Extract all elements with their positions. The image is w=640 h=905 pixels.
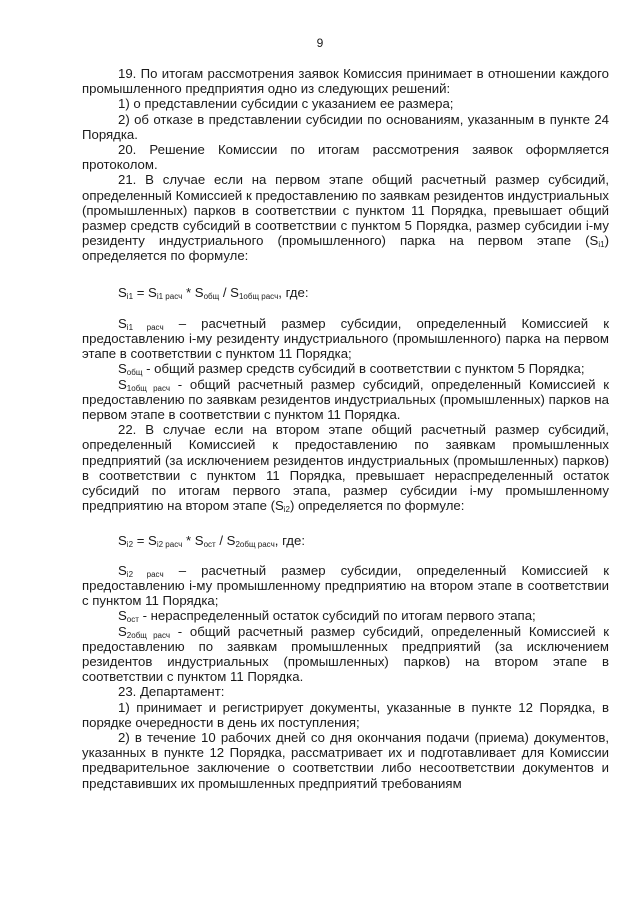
- definition-s2obsh-rasch: $S_{2общ расч}$ - общий расчетный размер субсидий, определенный Комиссией к предоставлению по заявкам промышленных предприятий (за исключением резидентов индустриальных (промышленных) парков) на втором этапе в соответствии с пунктом 11 Порядка.: [82, 623, 609, 685]
- paragraph-19: 19. По итогам рассмотрения заявок Комиссия принимает в отношении каждого промышленного предприятия одно из следующих решений:: [82, 66, 609, 97]
- paragraph-23: 23. Департамент:: [118, 684, 225, 700]
- formula-1: $S_{i1} = S_{i1 расч} * S_{общ} / S_{1общ расч}$, где:: [118, 284, 309, 301]
- paragraph-19-item-2: 2) об отказе в представлении субсидии по основаниям, указанным в пункте 24 Порядка.: [82, 111, 609, 142]
- page-number: 9: [316, 36, 324, 50]
- paragraph-22: 22. В случае если на втором этапе общий расчетный размер субсидий, определенный Комиссией к предоставлению по заявкам промышленных предприятий (за исключением резидентов индустриальных (промышленных) парков) в соответствии с пунктом 11 Порядка, превышает нераспределенный остаток субсидий по итогам первого этапа, размер субсидии i-му промышленному предприятию на втором этапе $(S_{i2})$ определяется по формуле:: [82, 422, 609, 515]
- definition-sobsh: $S_{общ}$ - общий размер средств субсидий в соответствии с пунктом 5 Порядка;: [118, 361, 585, 378]
- paragraph-19-item-1: 1) о представлении субсидии с указанием ее размера;: [118, 96, 454, 112]
- document-body: [82, 66, 609, 791]
- paragraph-21: 21. В случае если на первом этапе общий расчетный размер субсидий, определенный Комиссией к предоставлению по заявкам резидентов индустриальных (промышленных) парков в соответствии с пунктом 11 Порядка, превышает общий размер средств субсидий в соответствии с пунктом 5 Порядка, размер субсидии i-му резиденту индустриального (промышленного) парка на первом этапе $(S_{i1})$ определяется по формуле:: [82, 172, 609, 264]
- paragraph-23-item-2: 2) в течение 10 рабочих дней со дня окончания подачи (приема) документов, указанных в пункте 12 Порядка, рассматривает их и подготавливает для Комиссии предварительное заключение о соответствии либо несоответствии документов и представивших их промышленных предприятий требованиям: [82, 729, 609, 791]
- paragraph-23-item-1: 1) принимает и регистрирует документы, указанные в пункте 12 Порядка, в порядке очередности в день их поступления;: [82, 699, 609, 730]
- definition-si2-rasch: $S_{i2 расч}$ – расчетный размер субсидии, определенный Комиссией к предоставлению i-му промышленному предприятию на втором этапе в соответствии с пунктом 11 Порядка;: [82, 562, 609, 609]
- definition-s1obsh-rasch: $S_{1общ расч}$ - общий расчетный размер субсидий, определенный Комиссией к предоставлению по заявкам резидентов индустриальных (промышленных) парков на первом этапе в соответствии с пунктом 11 Порядка.: [82, 376, 609, 423]
- definition-si1-rasch: $S_{i1 расч}$ – расчетный размер субсидии, определенный Комиссией к предоставлению i-му резиденту индустриального (промышленного) парка на первом этапе в соответствии с пунктом 11 Порядка;: [82, 315, 609, 362]
- formula-2: $S_{i2} = S_{i2 расч} * S_{ост} / S_{2общ расч}$, где:: [118, 533, 305, 550]
- definition-sost: $S_{ост}$ - нераспределенный остаток субсидий по итогам первого этапа;: [118, 608, 536, 625]
- paragraph-20: 20. Решение Комиссии по итогам рассмотрения заявок оформляется протоколом.: [82, 142, 609, 173]
